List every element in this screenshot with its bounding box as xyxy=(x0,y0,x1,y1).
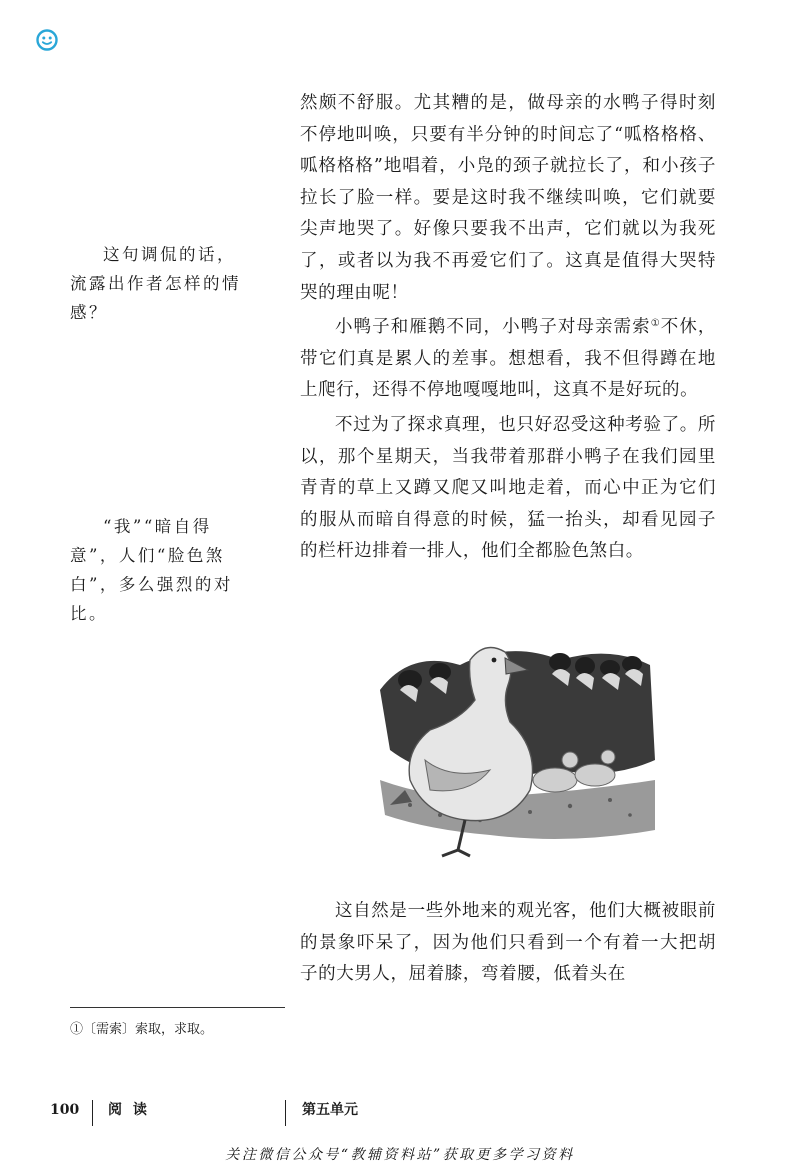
main-text-block xyxy=(300,88,716,568)
margin-note-2-text: “我”“暗自得意”，人们“脸色煞白”，多么强烈的对比。 xyxy=(70,517,233,623)
watermark-text: 关注微信公众号“教辅资料站”获取更多学习资料 xyxy=(225,1147,575,1163)
paragraph-4: 这自然是一些外地来的观光客，他们大概被眼前的景象吓呆了，因为他们只看到一个有着一大把胡子的大男人，屈着膝，弯着腰，低着头在 xyxy=(300,901,716,985)
paragraph-2-part-1: 小鸭子和雁鹅不同，小鸭子对母亲需索 xyxy=(335,317,651,338)
footer-divider-left xyxy=(92,1100,93,1126)
footer-divider-right xyxy=(285,1100,286,1126)
main-text-block-2 xyxy=(300,896,716,991)
paragraph-3: 不过为了探求真理，也只好忍受这种考验了。所以，那个星期天，当我带着那群小鸭子在我们园里青青的草上又蹲又爬又叫地走着，而心中正为它们的服从而暗自得意的时候，猛一抬头，却看见园子的栏杆边排着一排人，他们全都脸色煞白。 xyxy=(300,414,716,562)
margin-note-1 xyxy=(70,240,248,327)
footnote-rule xyxy=(70,1007,285,1008)
paragraph-2-part-2: 不休，带它们真是累人的差事。想想看，我不但得蹲在地上爬行，还得不停地嘎嘎地叫，这真不是好玩的。 xyxy=(300,317,716,401)
margin-note-1-text: 这句调侃的话，流露出作者怎样的情感？ xyxy=(70,245,241,322)
paragraph-1: 然颇不舒服。尤其糟的是，做母亲的水鸭子得时刻不停地叫唤，只要有半分钟的时间忘了“呱格格格、呱格格格”地唱着，小凫的颈子就拉长了，和小孩子拉长了脸一样。要是这时我不继续叫唤，它们就要尖声地哭了。好像只要我不出声，它们就以为我死了，或者以为我不再爱它们了。这真是值得大哭特哭的理由呢！ xyxy=(300,93,716,303)
paragraph-2 xyxy=(300,312,716,407)
unit-title: 第五单元 xyxy=(302,1102,358,1118)
footnote-mark: ① xyxy=(650,318,661,330)
margin-note-2 xyxy=(70,512,248,628)
duck-illustration xyxy=(370,630,660,862)
smiley-face-icon xyxy=(36,29,58,51)
footnote: ①〔需索〕索取，求取。 xyxy=(70,1022,214,1037)
page-number: 100 xyxy=(50,1102,80,1118)
section-title: 阅 读 xyxy=(108,1102,150,1118)
